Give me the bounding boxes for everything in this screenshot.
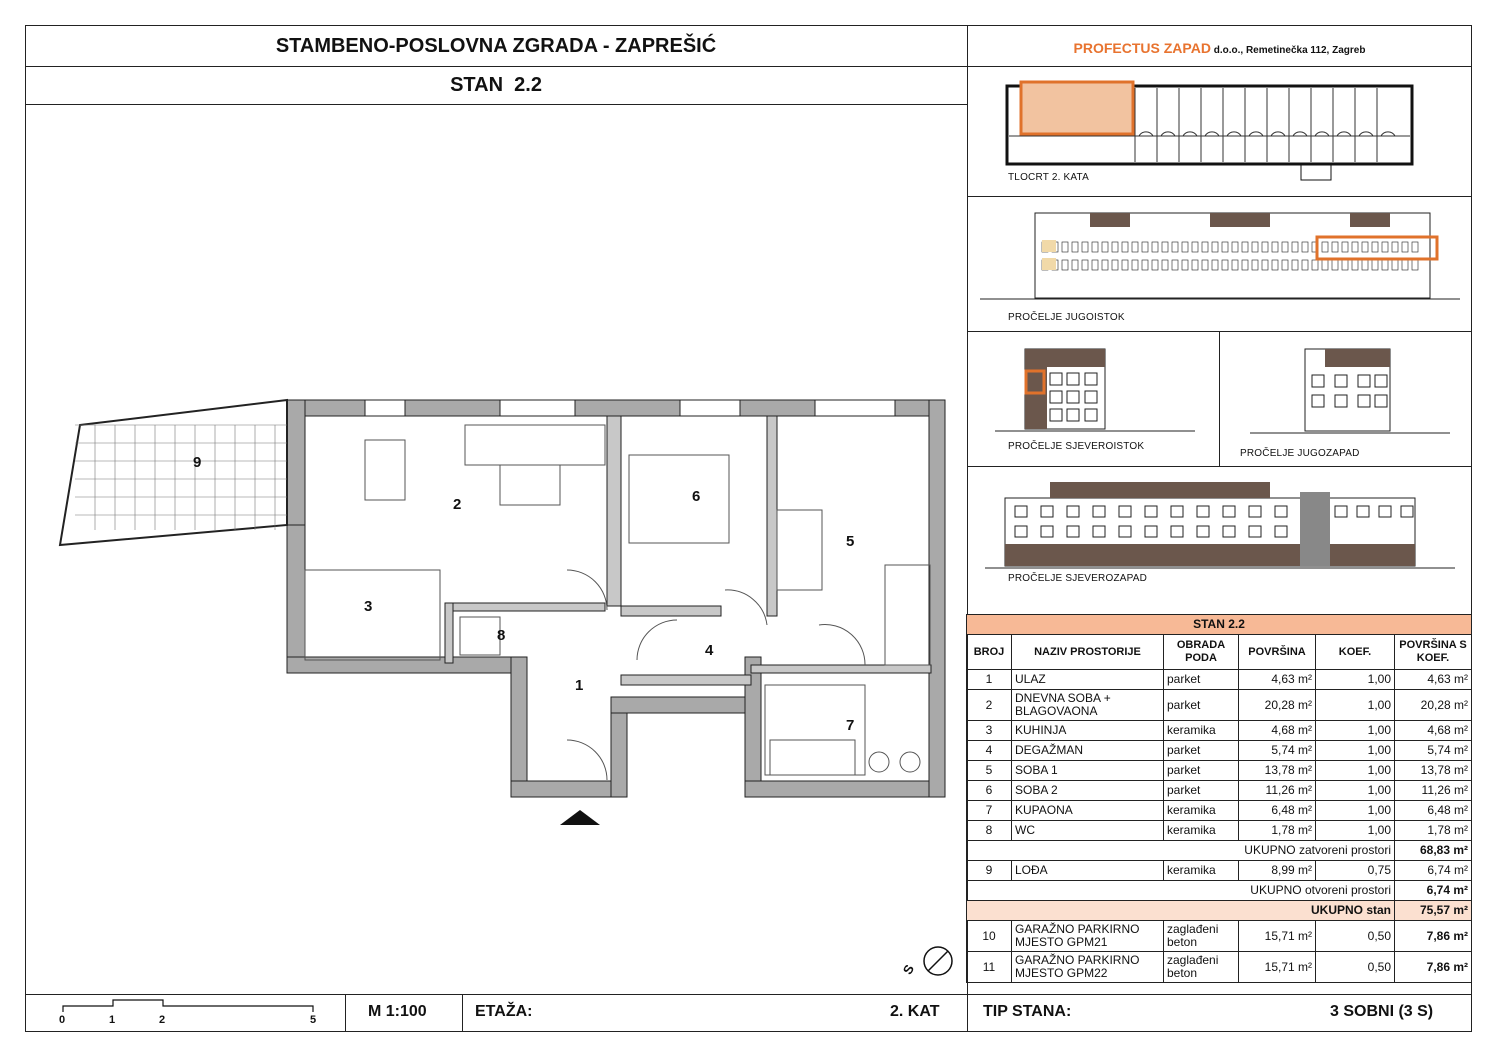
company-address: d.o.o., Remetinečka 112, Zagreb xyxy=(1213,45,1366,56)
cell: 11 xyxy=(967,952,1012,983)
divider xyxy=(967,196,1472,197)
table-row xyxy=(967,952,1472,983)
cell: 2 xyxy=(967,690,1012,721)
cell: 4,63 m² xyxy=(1239,670,1316,690)
type-value: 3 SOBNI (3 S) xyxy=(1330,1003,1434,1020)
divider xyxy=(25,104,967,105)
room-label-4: 4 xyxy=(705,642,714,659)
cell: 4,63 m² xyxy=(1395,670,1472,690)
cell: 0,75 xyxy=(1316,861,1395,881)
cell: 13,78 m² xyxy=(1239,761,1316,781)
cell: 1 xyxy=(967,670,1012,690)
compass-label: S xyxy=(899,961,917,978)
cell: parket xyxy=(1164,741,1239,761)
cell: zaglađeni beton xyxy=(1164,921,1239,952)
scale-ratio: M 1:100 xyxy=(368,1003,427,1020)
room-label-9: 9 xyxy=(193,454,202,471)
cell: 7,86 m² xyxy=(1395,952,1472,983)
cell: keramika xyxy=(1164,801,1239,821)
table-title: STAN 2.2 xyxy=(967,615,1472,635)
project-title: STAMBENO-POSLOVNA ZGRADA - ZAPREŠIĆ xyxy=(275,35,717,57)
scale-tick-0: 0 xyxy=(59,1014,66,1026)
room-label-1: 1 xyxy=(575,677,584,694)
cell: 6,48 m² xyxy=(1395,801,1472,821)
col-header: KOEF. xyxy=(1316,635,1395,670)
table-row xyxy=(967,670,1472,690)
room-label-3: 3 xyxy=(364,598,373,615)
cell: 9 xyxy=(967,861,1012,881)
cell: keramika xyxy=(1164,861,1239,881)
cell: SOBA 1 xyxy=(1012,761,1164,781)
table-row xyxy=(967,921,1472,952)
scale-tick-2: 2 xyxy=(159,1014,166,1026)
table-row xyxy=(967,761,1472,781)
closed-total-value: 68,83 m² xyxy=(1395,841,1472,861)
cell: DEGAŽMAN xyxy=(1012,741,1164,761)
cell: 6 xyxy=(967,781,1012,801)
cell: parket xyxy=(1164,781,1239,801)
flat-total-label: UKUPNO stan xyxy=(967,901,1395,921)
room-label-6: 6 xyxy=(692,488,701,505)
cell: 6,74 m² xyxy=(1395,861,1472,881)
col-header: NAZIV PROSTORIJE xyxy=(1012,635,1164,670)
table-row xyxy=(967,801,1472,821)
scale-bar xyxy=(55,998,325,1014)
col-header: POVRŠINA S KOEF. xyxy=(1395,635,1472,670)
flat-total-value: 75,57 m² xyxy=(1395,901,1472,921)
table-row xyxy=(967,721,1472,741)
cell: zaglađeni beton xyxy=(1164,952,1239,983)
cell: parket xyxy=(1164,670,1239,690)
cell: 11,26 m² xyxy=(1395,781,1472,801)
elevation-northwest xyxy=(985,478,1455,573)
cell: parket xyxy=(1164,761,1239,781)
cell: SOBA 2 xyxy=(1012,781,1164,801)
scale-tick-1: 1 xyxy=(109,1014,116,1026)
cell: 8,99 m² xyxy=(1239,861,1316,881)
divider xyxy=(345,994,346,1032)
cell: 10 xyxy=(967,921,1012,952)
cell: 1,00 xyxy=(1316,821,1395,841)
cell: 20,28 m² xyxy=(1239,690,1316,721)
cell: 1,00 xyxy=(1316,721,1395,741)
room-label-5: 5 xyxy=(846,533,855,550)
divider xyxy=(967,466,1472,467)
cell: keramika xyxy=(1164,821,1239,841)
cell: 4 xyxy=(967,741,1012,761)
floor-label: ETAŽA: xyxy=(475,1003,533,1020)
table-row xyxy=(967,821,1472,841)
table-header-row xyxy=(967,635,1472,670)
divider xyxy=(25,66,1472,67)
cell: KUPAONA xyxy=(1012,801,1164,821)
cell: 15,71 m² xyxy=(1239,921,1316,952)
floor-value: 2. KAT xyxy=(890,1003,940,1020)
cell: 4,68 m² xyxy=(1239,721,1316,741)
north-arrow-icon xyxy=(922,945,956,979)
cell: keramika xyxy=(1164,721,1239,741)
cell: GARAŽNO PARKIRNO MJESTO GPM22 xyxy=(1012,952,1164,983)
cell: 7 xyxy=(967,801,1012,821)
cell: 1,78 m² xyxy=(1395,821,1472,841)
room-label-2: 2 xyxy=(453,496,462,513)
nw-caption: PROČELJE SJEVEROZAPAD xyxy=(1008,573,1148,584)
open-total-value: 6,74 m² xyxy=(1395,881,1472,901)
cell: 7,86 m² xyxy=(1395,921,1472,952)
scale-tick-5: 5 xyxy=(310,1014,317,1026)
sw-caption: PROČELJE JUGOZAPAD xyxy=(1240,448,1360,459)
cell: GARAŽNO PARKIRNO MJESTO GPM21 xyxy=(1012,921,1164,952)
cell: 20,28 m² xyxy=(1395,690,1472,721)
room-label-8: 8 xyxy=(497,627,506,644)
table-row xyxy=(967,741,1472,761)
closed-total-label: UKUPNO zatvoreni prostori xyxy=(967,841,1395,861)
elevation-southeast xyxy=(980,205,1460,305)
cell: 1,00 xyxy=(1316,690,1395,721)
rooms-table xyxy=(966,614,1472,983)
cell: 1,00 xyxy=(1316,781,1395,801)
cell: 11,26 m² xyxy=(1239,781,1316,801)
cell: 1,00 xyxy=(1316,761,1395,781)
apartment-floor-plan xyxy=(55,395,955,835)
elevation-southwest xyxy=(1250,345,1450,437)
elevation-northeast xyxy=(995,345,1195,437)
cell: 15,71 m² xyxy=(1239,952,1316,983)
table-row xyxy=(967,861,1472,881)
company-info xyxy=(967,40,1472,56)
col-header: BROJ xyxy=(967,635,1012,670)
cell: WC xyxy=(1012,821,1164,841)
cell: LOĐA xyxy=(1012,861,1164,881)
cell: 5,74 m² xyxy=(1395,741,1472,761)
apartment-title: STAN 2.2 xyxy=(450,74,542,96)
ne-caption: PROČELJE SJEVEROISTOK xyxy=(1008,441,1145,452)
cell: 1,00 xyxy=(1316,670,1395,690)
cell: parket xyxy=(1164,690,1239,721)
cell: 4,68 m² xyxy=(1395,721,1472,741)
cell: 5 xyxy=(967,761,1012,781)
cell: ULAZ xyxy=(1012,670,1164,690)
cell: 3 xyxy=(967,721,1012,741)
type-label: TIP STANA: xyxy=(983,1003,1072,1020)
divider xyxy=(462,994,463,1032)
cell: 0,50 xyxy=(1316,921,1395,952)
cell: KUHINJA xyxy=(1012,721,1164,741)
col-header: OBRADA PODA xyxy=(1164,635,1239,670)
divider xyxy=(1219,331,1220,466)
cell: 0,50 xyxy=(1316,952,1395,983)
open-total-label: UKUPNO otvoreni prostori xyxy=(967,881,1395,901)
table-row xyxy=(967,690,1472,721)
cell: 1,00 xyxy=(1316,801,1395,821)
company-brand: PROFECTUS ZAPAD xyxy=(1073,40,1211,56)
cell: 1,78 m² xyxy=(1239,821,1316,841)
floor-key-plan xyxy=(1005,76,1415,182)
floor-caption: TLOCRT 2. KATA xyxy=(1008,172,1089,183)
cell: 6,48 m² xyxy=(1239,801,1316,821)
divider xyxy=(25,994,1472,995)
room-label-7: 7 xyxy=(846,717,855,734)
cell: 1,00 xyxy=(1316,741,1395,761)
se-caption: PROČELJE JUGOISTOK xyxy=(1008,312,1125,323)
cell: 8 xyxy=(967,821,1012,841)
cell: DNEVNA SOBA + BLAGOVAONA xyxy=(1012,690,1164,721)
table-row xyxy=(967,781,1472,801)
col-header: POVRŠINA xyxy=(1239,635,1316,670)
cell: 5,74 m² xyxy=(1239,741,1316,761)
cell: 13,78 m² xyxy=(1395,761,1472,781)
